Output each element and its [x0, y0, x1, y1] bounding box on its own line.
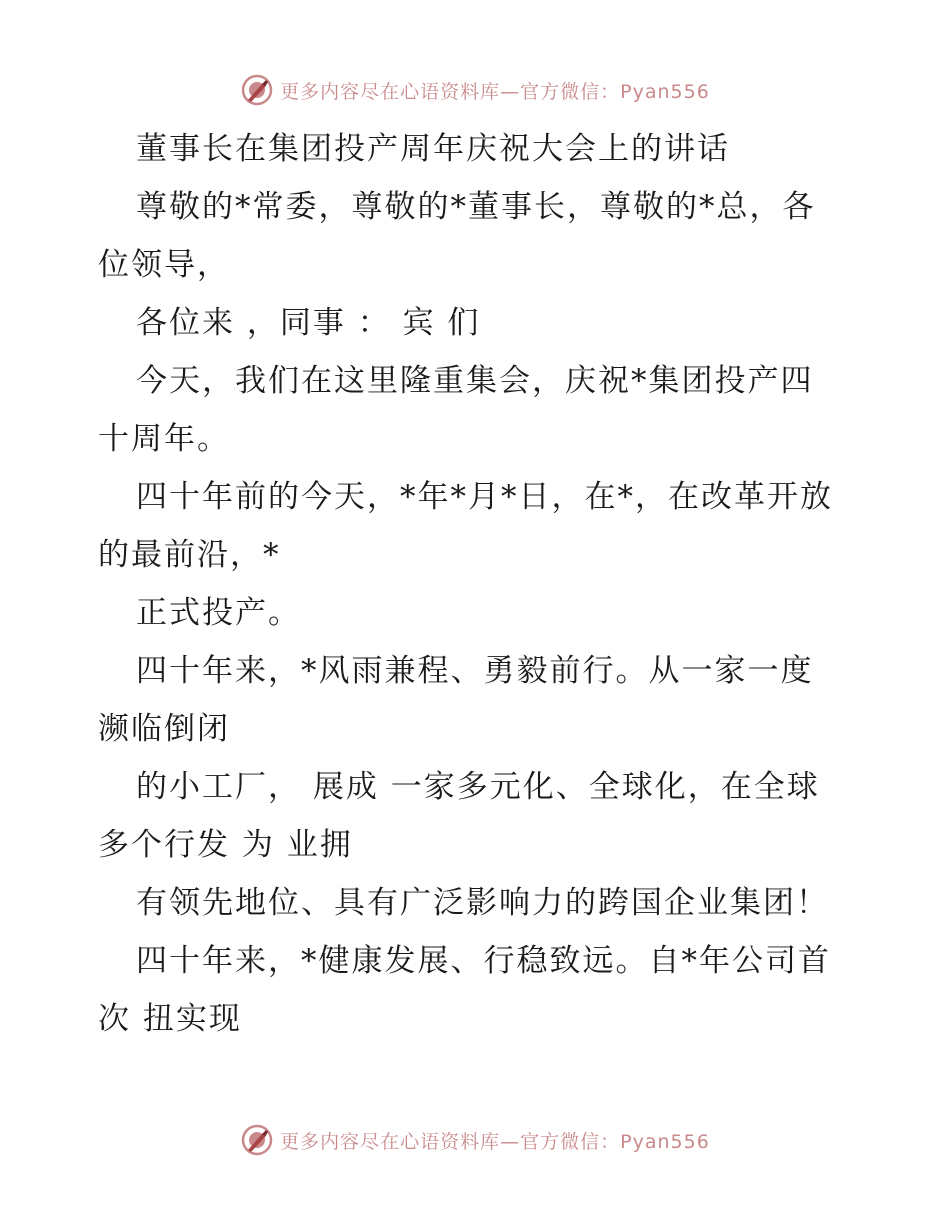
text-line: 四十年前的今天，*年*月*日，在*，在改革开放: [136, 479, 833, 515]
text-line: 次 扭实现: [98, 1001, 242, 1037]
text-line: 董事长在集团投产周年庆祝大会上的讲话: [136, 131, 730, 167]
text-line: 四十年来，*风雨兼程、勇毅前行。从一家一度: [136, 653, 814, 689]
pen-logo-icon: [240, 1123, 274, 1157]
watermark-text: 更多内容尽在心语资料库—官方微信：Pyan556: [280, 1130, 710, 1153]
text-line: 的小工厂， 展成 一家多元化、全球化，在全球: [136, 769, 820, 805]
text-line: 濒临倒闭: [98, 711, 230, 747]
text-line: 正式投产。: [136, 595, 301, 631]
footer-watermark: [0, 1120, 950, 1160]
text-line: 有领先地位、具有广泛影响力的跨国企业集团！: [136, 885, 829, 921]
text-line: 多个行发 为 业拥: [98, 827, 353, 863]
watermark-text: 更多内容尽在心语资料库—官方微信：Pyan556: [280, 80, 710, 103]
text-line: 十周年。: [98, 421, 230, 457]
text-line: 位领导，: [98, 247, 230, 283]
text-line: 尊敬的*常委，尊敬的*董事长，尊敬的*总，各: [136, 189, 816, 225]
text-line: 今天，我们在这里隆重集会，庆祝*集团投产四: [136, 363, 814, 399]
header-watermark: [0, 70, 950, 110]
text-line: 四十年来，*健康发展、行稳致远。自*年公司首: [136, 943, 831, 979]
text-line: 各位来 ，同事 ： 宾 们: [136, 305, 481, 341]
text-line: 的最前沿，*: [98, 537, 281, 573]
document-body: [98, 120, 858, 1048]
pen-logo-icon: [240, 73, 274, 107]
